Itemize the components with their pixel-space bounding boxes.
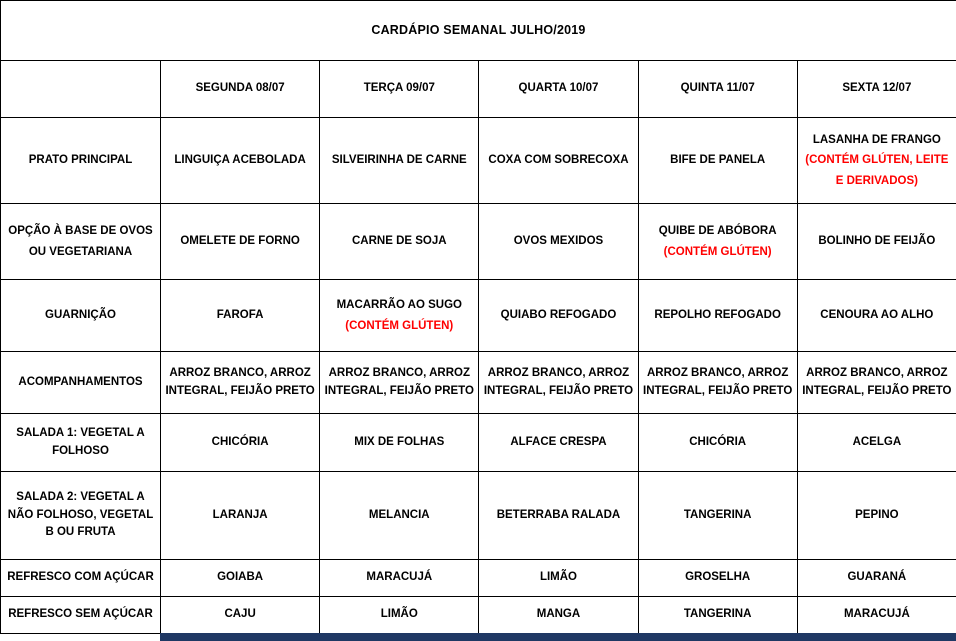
- menu-cell: [479, 280, 638, 352]
- menu-cell-text: ARROZ BRANCO, ARROZ INTEGRAL, FEIJÃO PRETO: [165, 366, 315, 397]
- menu-cell: [320, 597, 479, 634]
- menu-cell: [797, 352, 956, 414]
- menu-cell-text: ACELGA: [852, 435, 902, 448]
- row-label: SALADA 1: VEGETAL A FOLHOSO: [1, 414, 161, 472]
- menu-cell-text: LINGUIÇA ACEBOLADA: [174, 154, 306, 167]
- menu-cell-text: ARROZ BRANCO, ARROZ INTEGRAL, FEIJÃO PRETO: [643, 366, 793, 397]
- table-row: [1, 280, 956, 352]
- menu-cell-text: CENOURA AO ALHO: [820, 309, 934, 322]
- menu-cell-text: COXA COM SOBRECOXA: [488, 154, 629, 167]
- row-label: OPÇÃO À BASE DE OVOS OU VEGETARIANA: [1, 204, 161, 280]
- menu-cell-text: MELANCIA: [368, 508, 430, 521]
- day-header: SEXTA 12/07: [797, 61, 956, 118]
- row-label: PRATO PRINCIPAL: [1, 118, 161, 204]
- table-row: [1, 414, 956, 472]
- menu-cell: [161, 414, 320, 472]
- menu-cell-text: CHICÓRIA: [689, 435, 747, 448]
- menu-cell-text: QUIABO REFOGADO: [500, 309, 617, 322]
- menu-cell-text: FAROFA: [216, 309, 264, 322]
- menu-cell: [479, 472, 638, 560]
- menu-cell: [479, 352, 638, 414]
- allergen-warning: (CONTÉM GLÚTEN): [663, 245, 772, 258]
- menu-cell: [797, 414, 956, 472]
- allergen-warning: (CONTÉM GLÚTEN, LEITE E DERIVADOS): [805, 154, 949, 187]
- menu-cell-text: ARROZ BRANCO, ARROZ INTEGRAL, FEIJÃO PRETO: [483, 366, 634, 397]
- row-label: GUARNIÇÃO: [1, 280, 161, 352]
- menu-cell: [320, 560, 479, 597]
- menu-cell-text: LASANHA DE FRANGO: [812, 134, 941, 147]
- menu-cell: [638, 472, 797, 560]
- menu-cell-text: CARNE DE SOJA: [351, 235, 447, 248]
- menu-cell: [161, 280, 320, 352]
- corner-cell: [1, 61, 161, 118]
- menu-cell: [797, 560, 956, 597]
- menu-cell-text: GROSELHA: [685, 571, 751, 584]
- menu-cell: [479, 597, 638, 634]
- menu-cell-text: BIFE DE PANELA: [670, 154, 766, 167]
- menu-cell: [797, 204, 956, 280]
- menu-cell: [320, 414, 479, 472]
- menu-cell: [161, 352, 320, 414]
- menu-cell: [479, 204, 638, 280]
- menu-cell: [638, 597, 797, 634]
- menu-cell-text: CHICÓRIA: [211, 435, 269, 448]
- menu-cell: [320, 280, 479, 352]
- day-header: QUARTA 10/07: [479, 61, 638, 118]
- menu-cell-text: BETERRABA RALADA: [496, 508, 621, 521]
- menu-cell-text: ARROZ BRANCO, ARROZ INTEGRAL, FEIJÃO PRETO: [324, 366, 474, 397]
- menu-cell-text: TANGERINA: [683, 508, 752, 521]
- menu-cell-text: TANGERINA: [683, 608, 752, 621]
- menu-cell: [161, 560, 320, 597]
- day-header: SEGUNDA 08/07: [161, 61, 320, 118]
- table-row: [1, 597, 956, 634]
- day-header: TERÇA 09/07: [320, 61, 479, 118]
- row-label: SALADA 2: VEGETAL A NÃO FOLHOSO, VEGETAL B OU FRUTA: [1, 472, 161, 560]
- menu-cell: [320, 204, 479, 280]
- table-row: [1, 118, 956, 204]
- page-title: CARDÁPIO SEMANAL JULHO/2019: [1, 1, 956, 61]
- menu-table-body: [1, 118, 956, 634]
- menu-cell-text: GOIABA: [217, 571, 264, 584]
- menu-cell-text: MANGA: [536, 608, 581, 621]
- menu-cell-text: LIMÃO: [539, 571, 577, 584]
- day-header: QUINTA 11/07: [638, 61, 797, 118]
- title-row: [1, 1, 956, 61]
- menu-cell: [638, 204, 797, 280]
- menu-cell-text: MARACUJÁ: [366, 571, 433, 584]
- row-label: REFRESCO SEM AÇÚCAR: [1, 597, 161, 634]
- menu-cell: [161, 204, 320, 280]
- menu-cell: [320, 472, 479, 560]
- menu-cell: [161, 472, 320, 560]
- table-row: [1, 560, 956, 597]
- menu-cell: [161, 118, 320, 204]
- menu-cell-text: OMELETE DE FORNO: [180, 235, 300, 248]
- menu-cell-text: SILVEIRINHA DE CARNE: [331, 154, 467, 167]
- menu-cell-text: REPOLHO REFOGADO: [654, 309, 781, 322]
- menu-cell: [161, 597, 320, 634]
- menu-cell: [638, 118, 797, 204]
- menu-cell-text: QUIBE DE ABÓBORA: [658, 225, 777, 238]
- menu-cell-text: GUARANÁ: [847, 571, 907, 584]
- menu-cell: [479, 118, 638, 204]
- table-row: [1, 352, 956, 414]
- menu-cell: [797, 280, 956, 352]
- menu-cell-text: MARACUJÁ: [843, 608, 910, 621]
- day-header-row: [1, 61, 956, 118]
- menu-cell: [638, 352, 797, 414]
- menu-cell: [638, 280, 797, 352]
- menu-cell: [797, 472, 956, 560]
- menu-cell: [320, 352, 479, 414]
- menu-cell: [320, 118, 479, 204]
- menu-cell-text: ALFACE CRESPA: [510, 435, 607, 448]
- menu-cell: [638, 414, 797, 472]
- menu-cell-text: PEPINO: [855, 508, 899, 521]
- menu-cell-text: LARANJA: [212, 508, 268, 521]
- footer-bar: [160, 633, 956, 641]
- menu-cell: [479, 560, 638, 597]
- menu-table-head: [1, 1, 956, 118]
- table-row: [1, 204, 956, 280]
- menu-cell-text: MIX DE FOLHAS: [354, 435, 445, 448]
- menu-cell-text: CAJU: [224, 608, 256, 621]
- menu-cell: [797, 597, 956, 634]
- row-label: ACOMPANHAMENTOS: [1, 352, 161, 414]
- menu-cell-text: LIMÃO: [380, 608, 418, 621]
- table-row: [1, 472, 956, 560]
- menu-cell: [479, 414, 638, 472]
- menu-cell-text: ARROZ BRANCO, ARROZ INTEGRAL, FEIJÃO PRETO: [802, 366, 952, 397]
- allergen-warning: (CONTÉM GLÚTEN): [345, 319, 454, 332]
- menu-cell-text: BOLINHO DE FEIJÃO: [818, 235, 936, 248]
- menu-cell-text: MACARRÃO AO SUGO: [336, 299, 462, 312]
- menu-cell-text: OVOS MEXIDOS: [513, 235, 604, 248]
- menu-cell: [638, 560, 797, 597]
- menu-cell: [797, 118, 956, 204]
- row-label: REFRESCO COM AÇÚCAR: [1, 560, 161, 597]
